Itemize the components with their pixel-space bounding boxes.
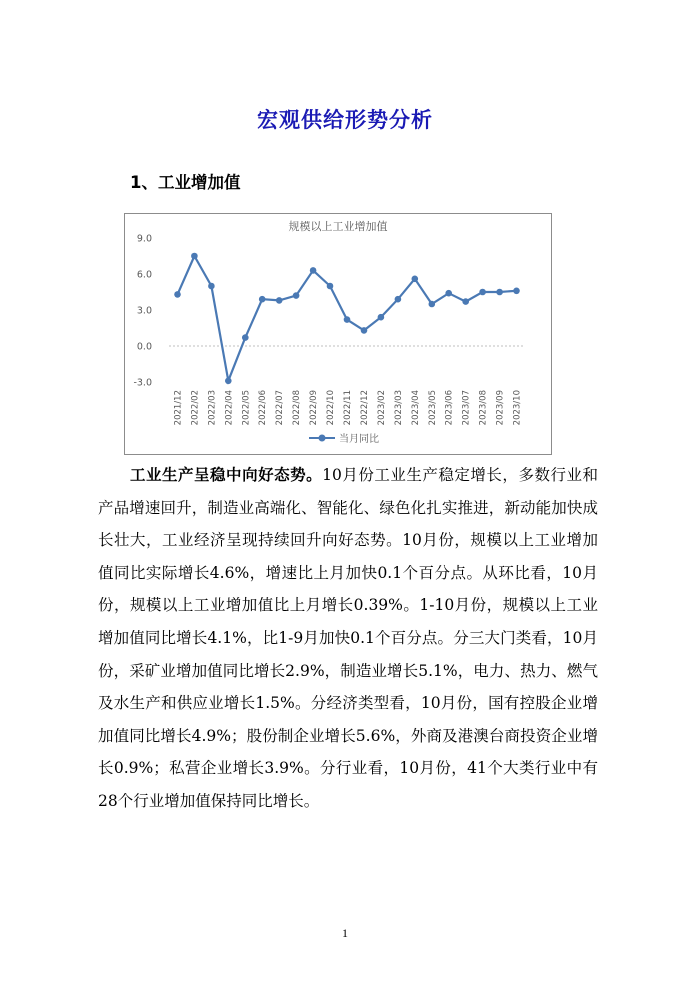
data-point (479, 289, 486, 296)
x-tick-label: 2023/04 (410, 390, 421, 426)
x-tick-label: 2022/11 (343, 390, 353, 426)
data-point (496, 289, 503, 296)
x-tick-label: 2023/07 (461, 390, 472, 426)
y-tick-label: 3.0 (136, 305, 152, 317)
page-number: 1 (342, 926, 348, 940)
data-point (310, 267, 317, 274)
x-tick-label: 2022/08 (292, 390, 303, 426)
x-tick-label: 2023/10 (512, 390, 523, 426)
section-heading: 1、工业增加值 (130, 173, 241, 192)
x-tick-label: 2022/10 (326, 390, 337, 426)
data-point (276, 297, 283, 304)
data-point (174, 291, 181, 298)
x-tick-label: 2022/03 (207, 390, 218, 426)
x-tick-label: 2023/03 (393, 390, 404, 426)
data-point (445, 290, 452, 297)
x-tick-label: 2023/06 (444, 390, 455, 426)
legend-label: 当月同比 (339, 434, 379, 445)
paragraph-lead: 工业生产呈稳中向好态势。 (130, 466, 323, 484)
data-point (361, 327, 368, 334)
x-tick-label: 2023/05 (427, 390, 438, 426)
x-tick-label: 2022/12 (359, 390, 370, 426)
chart-title: 规模以上工业增加值 (288, 220, 388, 233)
x-tick-label: 2022/06 (258, 390, 269, 426)
data-point (513, 288, 520, 295)
y-tick-label: 0.0 (136, 341, 152, 353)
page-title: 宏观供给形势分析 (257, 108, 433, 132)
data-point (208, 283, 215, 290)
y-tick-label: 6.0 (136, 269, 152, 281)
data-point (412, 276, 419, 283)
data-point (259, 296, 266, 303)
data-point (225, 378, 232, 385)
data-point (429, 301, 436, 308)
y-tick-label: -3.0 (133, 377, 152, 389)
chart-legend (309, 432, 379, 445)
data-point (462, 298, 469, 305)
paragraph-body: 10月份工业生产稳定增长，多数行业和产品增速回升，制造业高端化、智能化、绿色化扎实推进，新动能加快成长壮大，工业经济呈现持续回升向好态势。10月份，规模以上工业增加值同比实际增长4.6%，增速比上月加快0.1个百分点。从环比看，10月份，规模以上工业增加值比上月增长0.39%。1-10月份，规模以上工业增加值同比增长4.1%，比1-9月加快0.1个百分点。分三大门类看，10月份，采矿业增加值同比增长2.9%，制造业增长5.1%，电力、热力、燃气及水生产和供应业增长1.5%。分经济类型看，10月份，国有控股企业增加值同比增长4.9%；股份制企业增长5.6%，外商及港澳台商投资企业增长0.9%；私营企业增长3.9%。分行业看，10月份，41个大类行业中有28个行业增加值保持同比增长。 (98, 466, 598, 810)
x-tick-label: 2022/07 (275, 390, 286, 426)
data-point (327, 283, 334, 290)
x-tick-label: 2023/09 (495, 390, 506, 426)
data-point (293, 292, 300, 299)
data-point (344, 316, 351, 323)
data-point (378, 314, 385, 321)
chart-container (124, 213, 552, 455)
x-tick-label: 2022/09 (309, 390, 320, 426)
x-tick-label: 2022/05 (241, 390, 252, 426)
data-point (242, 334, 249, 341)
line-chart (125, 214, 551, 454)
data-point (395, 296, 402, 303)
x-tick-label: 2022/02 (190, 390, 201, 426)
x-tick-label: 2021/12 (173, 390, 184, 426)
x-tick-label: 2022/04 (224, 390, 235, 426)
x-tick-label: 2023/02 (376, 390, 387, 426)
y-tick-label: 9.0 (136, 233, 152, 245)
x-axis-ticks (173, 390, 522, 425)
x-tick-label: 2023/08 (478, 390, 489, 426)
body-paragraph (98, 459, 598, 818)
legend-marker-icon (319, 435, 326, 442)
y-axis-ticks (133, 234, 152, 389)
data-point (191, 253, 198, 260)
